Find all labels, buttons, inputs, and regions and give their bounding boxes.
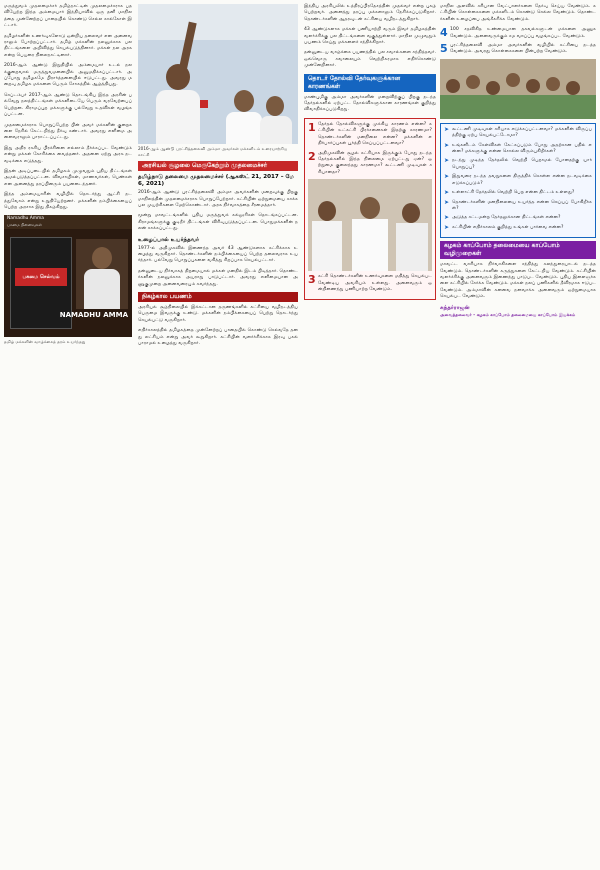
portrait-photo [76,239,128,309]
item-text: தேர்தல் தோல்விகளுக்கு முக்கிய காரணம் என்ன? கட்சியின் உட்கட்சி பிரச்சனைகள் இதற்கு காரணமா? தொண்டர்களின் மனநிலை என்ன? மக்களின் எதிர்பார்ப்புகள் பூர்த்தி செய்யப்பட்டனவா? [318,121,432,147]
question-text: உங்களிடம் கேள்விகள் கேட்கப்படும் போது அதற்கான பதில் என்ன? மக்களுக்கு என்ன சொல்ல விரும்புகிறீர்கள்? [452,142,592,155]
item-text: அதிமுகவின் சூழல் கட்சியாக இருக்கும் போது நடந்த தேர்தல்களில் இந்த நிலைமை ஏற்பட்டது ஏன்? ஒற்றுமை குலைந்தது காரணமா? கூட்டணி முடிவுகள் சரியானதா? [318,150,432,175]
arrow-icon: ➤ [444,157,450,165]
arrow-icon: ➤ [444,223,450,231]
magazine-brand: NAMADHU AMMA [59,311,128,320]
question-text: கூட்டணி முடிவுகள் சரியாக எடுக்கப்பட்டனவா? மக்களின் விருப்பத்திற்கு ஏற்ப செயல்பட்டோமா? [452,126,592,139]
question-item [444,174,592,187]
magazine-title: பசுமை செல்வம் [15,268,67,286]
author-signature: சுந்தர்ராஜன் [440,304,470,311]
subheading: தமிழ்நாடு தலைமை முதலமைச்சர் (ஆகஸ்ட் 21, 2017 – மே 6, 2021) [138,174,294,188]
article-paragraph: தன்னுடைய வாழ்க்கை பயணத்தில் பல சவால்களை சந்தித்தவர். ஒவ்வொரு சவாலையும் வெற்றிகரமாக எதிர்கொண்டு முன்னேறினார். [304,50,436,69]
crowd-photo [440,59,596,119]
section-header: நிகழ்கால பயணம் [138,292,298,302]
column-1 [4,4,132,349]
article-paragraph: 2016-ஆம் ஆண்டு இறுதியில் அம்மையார் உடல் நலக்குறைவால் மருத்துவமனையில் அனுமதிக்கப்பட்டார். அப்போது தமிழகமே பிரார்த்தனையில் ஈடுபட்டது. அவரது மறைவு தமிழக மக்களை பெரும் சோகத்தில் ஆழ்த்தியது. [4,63,132,88]
list-item [308,274,432,293]
item-text: கட்சி தொண்டர்களின் உணர்வுகளை மதித்து செயல்பட வேண்டிய அவசியம் உள்ளது. அனைவரும் ஒன்றிணைந்து பணியாற்ற வேண்டும். [318,274,432,292]
item-number: 3 [308,273,316,287]
article-paragraph: இந்த அம்மையாரின் வழியில் தொடர்ந்து ஆட்சி நடத்துவோம் என்று உறுதியேற்றனர். மக்களின் நம்பிக்கையைப் பெற்ற அரசாக இது திகழ்கிறது. [4,192,132,210]
arrow-icon: ➤ [444,125,450,133]
arrow-icon: ➤ [444,214,450,222]
column-2 [138,4,298,352]
question-item [444,215,592,221]
rally-photo [138,4,298,144]
arrow-icon: ➤ [444,198,450,206]
section-header: தொடர் தோல்வி தேர்வுகளுக்கான காரணங்கள் [304,74,436,92]
item-number: 4 [440,26,448,40]
section-header: அரசியல் சூழலை மெருகேற்றும் முதலமைச்சர் [138,161,298,171]
article-paragraph: தன்னுடைய நிர்வாகத் திறமையால் மக்கள் மனதில் இடம் பிடித்தார். தொண்டர்களின் நலனுக்காக அயராது பாடுபட்டார். அவரது எளிமையான அணுகுமுறை அனைவரையும் கவர்ந்தது. [138,268,298,287]
article-paragraph: 43 ஆண்டுகளாக மக்கள் பணியாற்றி வரும் இவர் தமிழகத்தின் வளர்ச்சிக்கு பல திட்டங்களை வகுத்துள்ளார். மாநில முழுவதும் பயணம் செய்து மக்களைச் சந்திக்கிறார். [304,27,436,46]
article-paragraph: தமிழர்களின் உணர்வுகளோடு ஒன்றிய தலைவர் என அனைவராலும் போற்றப்பட்டார். தமிழ் மக்களின் நலனுக்காக பல திட்டங்களை அறிவித்து செயல்படுத்தினார். மக்கள் நல அரசு என்ற பெயரை நிலைநாட்டினார். [4,33,132,58]
article-paragraph: மாநில அளவில் சரியான வேட்பாளர்களை தேர்வு செய்ய வேண்டும். கட்சியின் கொள்கைகளை மக்களிடம் கொண்டு செல்ல வேண்டும். தொண்டர்களின் உழைப்பை அங்கீகரிக்க வேண்டும். [440,4,596,22]
article-paragraph: இந்திய அரசியலில் உத்திரப்பிரதேசத்தின் முதல்வர் என்ற புகழ் பெற்றவர். அனைத்து தரப்பு மக்களாலும் நேசிக்கப்படுகிறார். தொண்டர்களின் ஆதரவுடன் கட்சியை வழிநடத்துகிறார். [304,4,436,22]
arrow-icon: ➤ [444,141,450,149]
item-text: புரட்சித்தலைவி அம்மா அவர்களின் வழியில் கட்சியை நடத்த வேண்டும். அவரது கொள்கைகளை பின்பற்ற வேண்டும். [450,43,596,55]
article-paragraph: மாண்புமிகு அம்மா அவர்களின் மறைவிற்குப் பிறகு நடந்த தேர்தல்களில் ஏற்பட்ட தோல்விகளுக்கான காரணங்கள் குறித்து விவாதிக்கப்படுகிறது. [304,94,436,113]
magazine-header [4,215,132,229]
article-paragraph: அரசியல் சூழ்நிலையில் இக்கட்டான தருணங்களில் கட்சியை வழிநடத்திய பெருமை இவருக்கு உண்டு. மக்களின் நம்பிக்கையைப் பெற்று தொடர்ந்து செயல்பட்டு வருகிறார். [138,305,298,323]
question-item [444,158,592,171]
article-paragraph: மாவட்ட வாரியாக நிர்வாகிகளை சந்தித்து கலந்துரையாடல் நடத்த வேண்டும். தொண்டர்களின் கருத்துகளை கேட்டறிய வேண்டும். கட்சியின் வளர்ச்சிக்கு அனைவரும் இணைந்து பாடுபட வேண்டும். புதிய இளைஞர்களை கட்சியில் சேர்க்க வேண்டும். மக்கள் நலப் பணிகளில் தீவிரமாக ஈடுபட வேண்டும். அம்மாவின் கனவை நனவாக்க அனைவரும் ஒற்றுமையாக செயல்பட வேண்டும். [440,262,596,300]
subheading: உழைப்பால் உயர்ந்தவர் [138,236,200,243]
question-item [444,200,592,213]
arrow-icon: ➤ [444,189,450,197]
question-text: உள்ளாட்சி தேர்தலில் வெற்றி பெற என்ன திட்டம் உள்ளது? [452,190,575,196]
questions-box [440,123,596,238]
question-text: நடந்து முடிந்த தேர்தலில் வெற்றி பெறாமல் போனதற்கு யார் பொறுப்பு? [452,158,592,170]
question-text: தொண்டர்களின் மனநிலையை உயர்த்த என்ன செய்யப் போகிறீர்கள்? [452,199,592,211]
question-text: இதுவரை நடந்த தவறுகளை திருத்திக் கொள்ள என்ன நடவடிக்கை எடுக்கப்படும்? [452,174,592,186]
article-paragraph: 1977-ல் அதிமுகவில் இணைந்த அவர் 43 ஆண்டுகளாக கட்சிக்காக உழைத்து வருகிறார். தொண்டர்களின் நம்பிக்கையைப் பெற்ற தலைவராக உயர்ந்தார். பல்வேறு பொறுப்புகளை வகித்து சிறப்பாக செயல்பட்டார். [138,245,298,264]
photo-caption: தமிழ் மக்களின் வாழ்க்கைத் தரம் உயர்ந்தது [4,339,86,345]
list-item [308,151,432,177]
item-number: 1 [308,120,316,134]
article-paragraph: முதலமைச்சராக பொறுப்பேற்ற பின் அவர் மக்களின் குறைகளை நேரில் கேட்டறிந்து தீர்வு கண்டார். அவரது எளிமை அனைவராலும் பாராட்டப்பட்டது. [4,122,132,141]
article-paragraph: மருத்துவம் முதலமைச்சர் தமிழ்நாட்டின் முதலமைச்சராக பதவியேற்ற இந்த அம்மையார் இந்தியாவில் ஒரு தனி மாநிலத்தை முன்னேற்றப் பாதையில் கொண்டு செல்ல கால்கோள் இட்டார். [4,4,132,29]
article-paragraph: எதிர்காலத்தில் தமிழகத்தை முன்னேற்றப் பாதையில் கொண்டு செல்வதே தனது லட்சியம் என்று அவர் கூறுகிறார். கட்சியின் வளர்ச்சிக்காக இரவு பகல் பாராமல் உழைத்து வருகிறார். [138,328,298,347]
list-item [440,27,596,40]
article-paragraph: இதன் அடிப்படையில் தமிழகம் முழுவதும் புதிய திட்டங்கள் அமல்படுத்தப்பட்டன. விவசாயிகள், மாணவர்கள், பெண்கள் என அனைத்து தரப்பினரும் பயனடைந்தனர். [4,168,132,187]
reasons-box [304,118,436,300]
article-paragraph: இது அதிர ரகசிய பிரச்சினை எல்லாம் தீர்க்கப்பட வேண்டும் என்று மக்கள் கோரிக்கை வைத்தனர். அதனை ஏற்று அரசு நடவடிக்கை எடுத்தது. [4,145,132,164]
magazine-line-2: பசுமை நினைவுகள் [7,222,42,228]
list-item [440,43,596,56]
question-item [444,225,592,231]
question-item [444,127,592,140]
magazine-thumbnail [4,215,132,337]
list-item [308,122,432,148]
item-text: 100 சதவிகித உண்மையான தகவல்களுடன் மக்களை அணுக வேண்டும். அனைவருக்கும் சம வாய்ப்பு வழங்கப்பட வேண்டும். [450,27,596,39]
magazine-line-1: Namadhu Amma [7,216,44,222]
column-4 [440,4,596,317]
arrow-icon: ➤ [444,173,450,181]
question-text: அடுத்த சட்டமன்ற தேர்தலுக்கான திட்டங்கள் என்ன? [452,215,561,221]
section-header: கழகம் காப்போம் தலைமையை காப்போம் வழிமுறைகள் [440,241,596,259]
article-paragraph: மூன்று மாவட்டங்களில் புதிய மருத்துவக் கல்லூரிகள் தொடங்கப்பட்டன. கிராமங்களுக்கு குடிநீர் திட்டங்கள் விரிவுபடுத்தப்பட்டன. பொதுமக்களின் நலன் காக்கப்பட்டது. [138,213,298,232]
question-item [444,190,592,196]
group-photo [308,179,432,271]
item-number: 5 [440,42,448,56]
article-paragraph: 2016-ஆம் ஆண்டு புரட்சித்தலைவி அம்மா அவர்களின் மறைவுக்கு பிறகு மாநிலத்தின் முதலமைச்சராக பொறுப்பேற்றார். கட்சியின் ஒற்றுமையை காக்க பல முயற்சிகளை மேற்கொண்டார். அரசு நிர்வாகத்தை சீரமைத்தார். [138,190,298,208]
author-title: அவைத்தலைவர் – கழகம் காப்போம் தலைமையை காப்போம் இயக்கம் [440,311,576,317]
question-item [444,143,592,156]
article-paragraph: செப்டம்பர் 2017-ஆம் ஆண்டு தொடங்கிய இந்த அரசின் பல்வேறு நலத்திட்டங்கள் மக்களிடையே பெரும் வரவேற்பைப் பெற்றன. கிராமப்புற மக்களுக்கு பல்வேறு உதவிகள் வழங்கப்பட்டன. [4,92,132,118]
item-number: 2 [308,149,316,163]
column-3 [304,4,436,300]
photo-caption: 2016-ஆம் ஆண்டு புரட்சித்தலைவி அம்மா அவர்கள் மக்களிடம் உரையாற்றிய காட்சி [138,146,288,157]
question-text: கட்சியின் எதிர்காலம் குறித்து உங்கள் பார்வை என்ன? [452,224,564,230]
